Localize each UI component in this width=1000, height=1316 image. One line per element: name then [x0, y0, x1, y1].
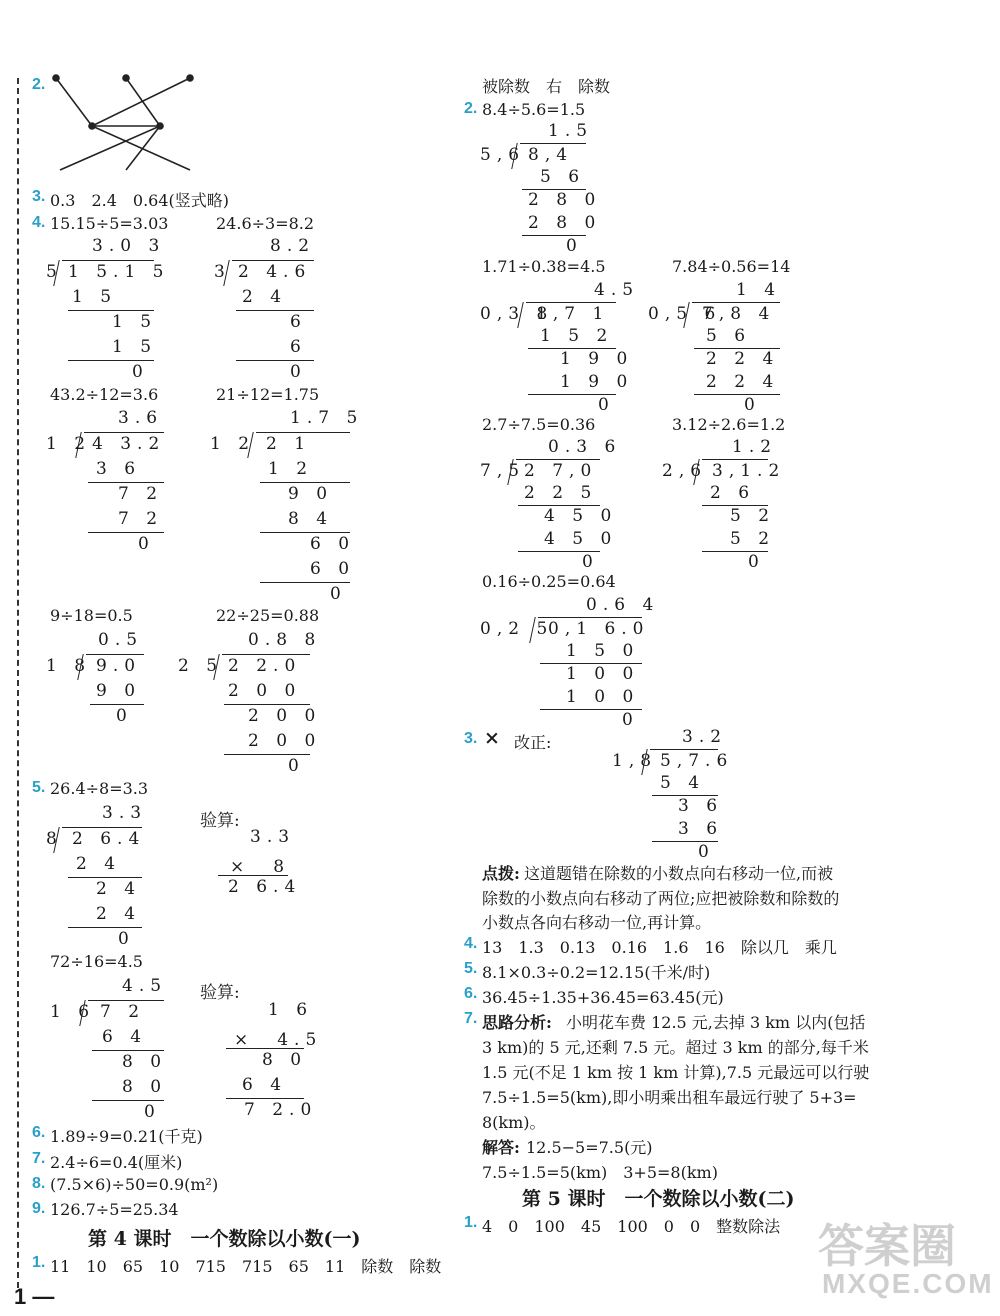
r-q1-continued: 被除数 右 除数	[482, 77, 611, 96]
q4-equation-6: 22÷25=0.88	[216, 606, 320, 625]
r-q7-number: 7.	[464, 1010, 478, 1027]
r-q2-equation-5: 3.12÷2.6=1.2	[672, 415, 786, 434]
r-q7-answer-2: 7.5÷1.5=5(km) 3+5=8(km)	[482, 1163, 718, 1182]
q4-equation-2: 24.6÷3=8.2	[216, 214, 315, 233]
r-q7-analysis-label: 思路分析:	[482, 1013, 552, 1032]
r-q7-line-5: 8(km)。	[482, 1113, 546, 1132]
q5-equation-1: 26.4÷8=3.3	[50, 779, 149, 798]
r-q6-answer: 36.45÷1.35+36.45=63.45(元)	[482, 988, 724, 1007]
q5-check-label-1: 验算:	[200, 811, 240, 831]
lesson4-q1-number: 1.	[32, 1254, 46, 1271]
r-q7-line-1: 小明花车费 12.5 元,去掉 3 km 以内(包括	[566, 1013, 866, 1032]
r-q7-line-3: 1.5 元(不足 1 km 按 1 km 计算),7.5 元最远可以行驶	[482, 1063, 870, 1082]
lesson5-q1-answer: 4 0 100 45 100 0 0 整数除法	[482, 1217, 781, 1236]
page-number: 1 —	[14, 1284, 55, 1309]
watermark-logo: 答案圈	[818, 1220, 956, 1272]
q7-answer: 2.4÷6=0.4(厘米)	[50, 1153, 183, 1172]
q4-equation-3: 43.2÷12=3.6	[50, 385, 159, 404]
q3-answer: 0.3 2.4 0.64(竖式略)	[50, 191, 230, 210]
tip-line-3: 小数点各向右移动一位,再计算。	[482, 913, 712, 932]
q9-number: 9.	[32, 1200, 46, 1217]
cross-mark-icon: ×	[484, 727, 500, 749]
q9-answer: 126.7÷5=25.34	[50, 1200, 179, 1219]
tip-line-2: 除数的小数点向右移动了两位;应把被除数和除数的	[482, 889, 840, 908]
r-q7-line-2: 3 km)的 5 元,还剩 7.5 元。超过 3 km 的部分,每千米	[482, 1038, 869, 1057]
lesson-5-heading: 第 5 课时 一个数除以小数(二)	[522, 1188, 795, 1210]
q6-number: 6.	[32, 1124, 46, 1141]
r-q4-number: 4.	[464, 935, 478, 952]
q3-number: 3.	[32, 188, 46, 205]
lesson-4-heading: 第 4 课时 一个数除以小数(一)	[88, 1228, 361, 1250]
r-q2-equation-2: 1.71÷0.38=4.5	[482, 257, 606, 276]
lesson5-q1-number: 1.	[464, 1214, 478, 1231]
watermark-url: MXQE.COM	[822, 1268, 994, 1299]
matching-lines-diagram	[40, 70, 210, 180]
r-q2-equation-1: 8.4÷5.6=1.5	[482, 100, 586, 119]
r-q5-answer: 8.1×0.3÷0.2=12.15(千米/时)	[482, 963, 711, 982]
dashed-margin-line	[17, 78, 19, 1288]
r-q7-line-4: 7.5÷1.5=5(km),即小明乘出租车最远行驶了 5+3=	[482, 1088, 857, 1107]
tip-line-1: 这道题错在除数的小数点向右移动一位,而被	[524, 864, 834, 883]
r-q2-equation-3: 7.84÷0.56=14	[672, 257, 791, 276]
r-q7-answer-1: 12.5−5=7.5(元)	[526, 1138, 653, 1157]
q4-equation-5: 9÷18=0.5	[50, 606, 133, 625]
r-q5-number: 5.	[464, 960, 478, 977]
r-q2-number: 2.	[464, 100, 478, 117]
q8-answer: (7.5×6)÷50=0.9(m²)	[50, 1175, 219, 1194]
q8-number: 8.	[32, 1175, 46, 1192]
q5-check-label-2: 验算:	[200, 983, 240, 1003]
q2-number: 2.	[32, 76, 46, 93]
q5-equation-2: 72÷16=4.5	[50, 952, 143, 971]
tip-label: 点拨:	[482, 864, 520, 883]
q4-number: 4.	[32, 214, 46, 231]
r-q3-number: 3.	[464, 730, 478, 747]
r-q6-number: 6.	[464, 985, 478, 1002]
q4-equation-1: 15.15÷5=3.03	[50, 214, 169, 233]
r-q2-equation-6: 0.16÷0.25=0.64	[482, 572, 616, 591]
lesson4-q1-answer: 11 10 65 10 715 715 65 11 除数 除数	[50, 1257, 442, 1276]
q7-number: 7.	[32, 1150, 46, 1167]
r-q3-correction-label: 改正:	[514, 733, 552, 752]
q5-number: 5.	[32, 779, 46, 796]
q6-answer: 1.89÷9=0.21(千克)	[50, 1127, 203, 1146]
r-q7-answer-label: 解答:	[482, 1138, 520, 1157]
r-q4-answer: 13 1.3 0.13 0.16 1.6 16 除以几 乘几	[482, 938, 837, 957]
r-q2-equation-4: 2.7÷7.5=0.36	[482, 415, 596, 434]
q4-equation-4: 21÷12=1.75	[216, 385, 320, 404]
